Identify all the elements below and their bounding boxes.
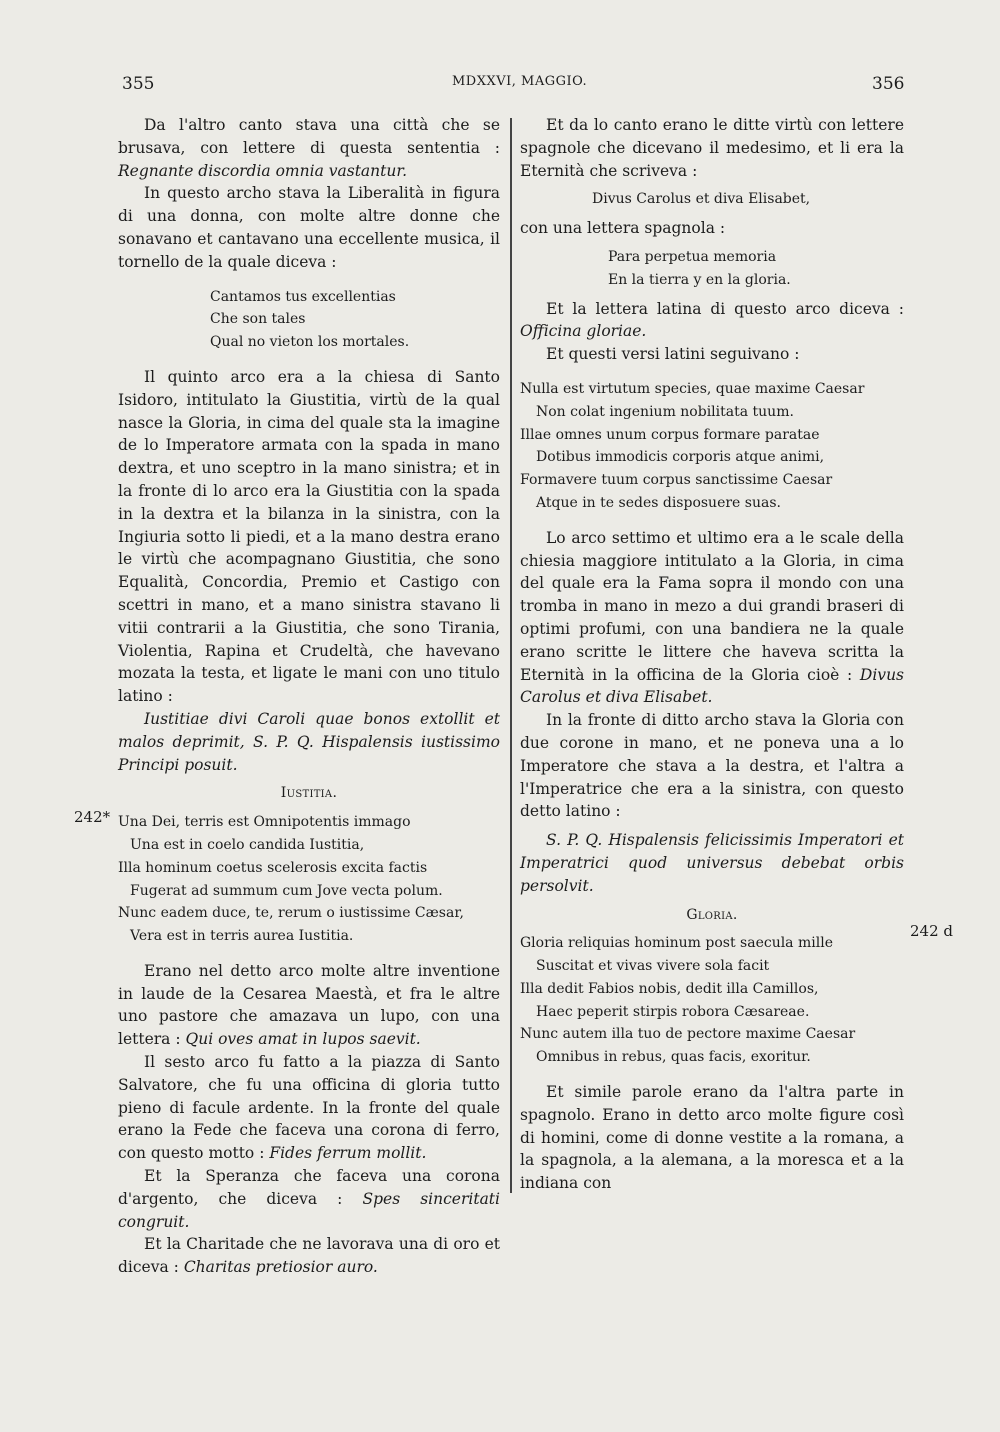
paragraph	[118, 1051, 500, 1165]
verse-line: Dotibus immodicis corporis atque animi,	[536, 449, 825, 466]
verse-line: Cantamos tus excellentias	[210, 288, 396, 305]
italic-text: Regnante discordia omnia vastantur.	[118, 161, 407, 180]
text: Da l'altro canto stava una città che se brusava, con lettere di questa sententia :	[118, 116, 500, 157]
verse-line: Nunc eadem duce, te, rerum o iustissime Cæsar,	[118, 905, 464, 922]
paragraph: Et da lo canto erano le ditte virtù con lettere spagnole che dicevano il medesimo, et li era la Eternità che scriveva :	[520, 116, 904, 180]
italic-text: Charitas pretiosior auro.	[183, 1258, 378, 1277]
italic-text: Spes sinceritati congruit.	[118, 1189, 500, 1231]
margin-note-left: 242*	[74, 808, 111, 826]
verse-line: Omnibus in rebus, quas facis, exoritur.	[536, 1049, 811, 1066]
paragraph: Et simile parole erano da l'altra parte in spagnolo. Erano in detto arco molte figure così di homini, come di donne vestite a la romana, a la spagnola, a la alemana, a la moresca et a la indiana con	[520, 1083, 904, 1193]
paragraph	[520, 298, 904, 344]
paragraph	[118, 1233, 500, 1279]
verse-block	[520, 378, 904, 515]
verse-block	[520, 188, 904, 211]
paragraph: In la fronte di ditto archo stava la Gloria con due corone in mano, et ne poneva una a lo Imperatore che stava a la destra, et l'altra a l'Imperatrice che era a la sinistra, con questo detto latino :	[520, 711, 904, 821]
text: Erano nel detto arco molte altre inventione in laude de la Cesarea Maestà, et fra le altre uno pastore che amazava un lupo, con una lettera :	[118, 961, 500, 1049]
verse-line: Divus Carolus et diva Elisabet,	[592, 191, 811, 208]
section-heading: Iustitia.	[280, 785, 338, 802]
section-heading: Gloria.	[686, 906, 738, 923]
paragraph: Il quinto arco era a la chiesa di Santo Isidoro, intitulato la Giustitia, virtù de la qual nasce la Gloria, in cima del quale sta la imagine de lo Imperatore armata con la spada in mano dextra, et uno sceptro in la mano sinistra; et in la fronte di lo arco era la Giustitia con la spada in la dextra et la bilanza in la sinistra, con la Ingiuria sotto li piedi, et a la mano destra erano le virtù che acompagnano Giustitia, che sono Equalità, Concordia, Premio et Castigo con scettri in mano, et a mano sinistra stavano li vitii contrarii a la Giustitia, che sono Tirania, Violentia, Rapina et Crudeltà, che havevano mozata la testa, et ligate le mani con uno titulo latino :	[118, 367, 500, 706]
verse-line: Illa hominum coetus scelerosis excita factis	[118, 859, 428, 876]
italic-text: Fides ferrum mollit.	[269, 1144, 427, 1163]
verse-line: Illae omnes unum corpus formare paratae	[520, 426, 820, 443]
paragraph: In questo archo stava la Liberalità in figura di una donna, con molte altre donne che sonavano et cantavano una eccellente musica, il tornello de la quale diceva :	[118, 184, 500, 271]
verse-line: Una est in coelo candida Iustitia,	[130, 836, 365, 853]
paragraph	[118, 1165, 500, 1233]
text: Et la Charitade che ne lavorava una di oro et diceva :	[118, 1235, 500, 1277]
italic-text: Divus Carolus et diva Elisabet.	[520, 665, 904, 707]
verse-line: Atque in te sedes disposuere suas.	[536, 494, 781, 511]
left-column	[118, 114, 500, 1279]
text: Et la Speranza che faceva una corona d'argento, che diceva :	[118, 1167, 500, 1208]
verse-line: Nunc autem illa tuo de pectore maxime Caesar	[520, 1026, 856, 1043]
text: Lo arco settimo et ultimo era a le scale della chiesia maggiore intitulato a la Gloria, in cima del quale era la Fama sopra il mondo con una tromba in mano in mezo a dui grandi braseri di optimi profumi, con una bandiera ne la quale erano scritte le littere che haveva scritta la Eternità in la officina de la Gloria cioè :	[520, 528, 904, 684]
verse-block	[118, 286, 500, 354]
verse-line: Fugerat ad summum cum Jove vecta polum.	[130, 882, 443, 899]
verse-line: Suscitat et vivas vivere sola facit	[536, 958, 770, 975]
verse-block	[118, 811, 500, 948]
paragraph	[520, 527, 904, 709]
verse-line: Qual no vieton los mortales.	[210, 334, 410, 351]
italic-text: Officina gloriae.	[520, 322, 647, 341]
paragraph	[118, 114, 500, 182]
page-number-right: 356	[872, 74, 905, 94]
margin-note-right: 242 d	[910, 922, 954, 940]
verse-line: Nulla est virtutum species, quae maxime Caesar	[520, 380, 865, 397]
text: Il sesto arco fu fatto a la piazza di Santo Salvatore, che fu una officina di gloria tutto pieno di facule ardente. In la fronte del quale erano la Fede che faceva una corona di ferro, con questo motto :	[118, 1053, 500, 1163]
verse-line: Non colat ingenium nobilitata tuum.	[536, 403, 794, 420]
paragraph: con una lettera spagnola :	[520, 219, 726, 238]
verse-line: Illa dedit Fabios nobis, dedit illa Camillos,	[520, 980, 819, 997]
verse-line: Che son tales	[210, 311, 306, 328]
page-number-left: 355	[122, 74, 155, 94]
column-rule	[510, 118, 512, 1193]
verse-block	[520, 246, 904, 292]
verse-block	[520, 932, 904, 1069]
latin-inscription: Iustitiae divi Caroli quae bonos extollit et malos deprimit, S. P. Q. Hispalensis iustissimo Principi posuit.	[118, 709, 500, 774]
verse-line: Formavere tuum corpus sanctissime Caesar	[520, 472, 833, 489]
right-column	[520, 114, 904, 1195]
text: Et la lettera latina di questo arco diceva :	[546, 299, 904, 318]
verse-line: En la tierra y en la gloria.	[608, 271, 791, 288]
verse-line: Una Dei, terris est Omnipotentis immago	[118, 814, 411, 831]
italic-text: Qui oves amat in lupos saevit.	[185, 1030, 421, 1049]
running-title: MDXXVI, MAGGIO.	[452, 74, 588, 89]
page-header	[0, 74, 1000, 98]
paragraph	[118, 960, 500, 1051]
verse-line: Vera est in terris aurea Iustitia.	[130, 928, 354, 945]
paragraph: Et questi versi latini seguivano :	[546, 345, 800, 364]
verse-line: Para perpetua memoria	[608, 248, 777, 265]
latin-inscription: S. P. Q. Hispalensis felicissimis Imperatori et Imperatrici quod universus debebat orbis persolvit.	[520, 831, 904, 895]
verse-line: Gloria reliquias hominum post saecula mille	[520, 935, 833, 952]
verse-line: Haec peperit stirpis robora Cæsareae.	[536, 1003, 810, 1020]
